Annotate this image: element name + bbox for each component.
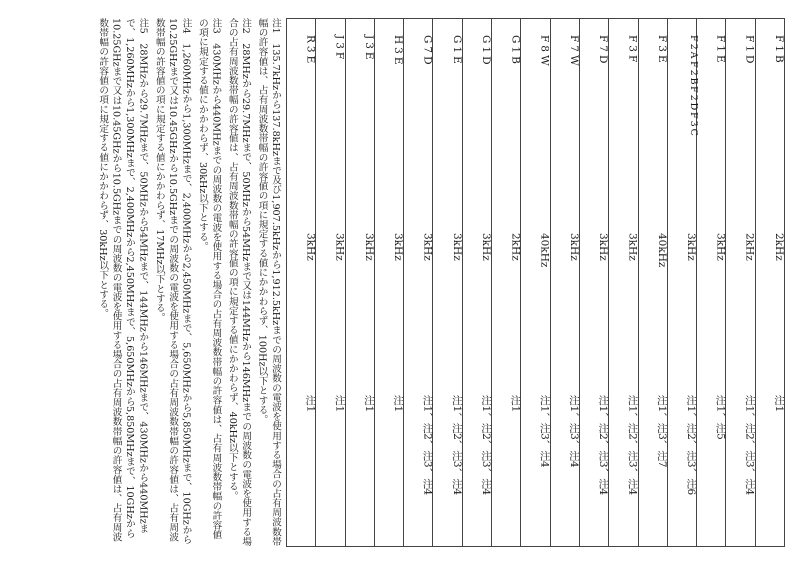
table-column <box>579 19 608 546</box>
bandwidth-value: 3kHz <box>714 233 727 261</box>
footnote: 注5 28MHzから29.7MHzまで、50MHzから54MHzまで、144MHzから146MHzまで、430MHzから440MHzまで、1,260MHzから1,300MHzまで、2,400MHzから2,450MHzまで、5,650MHzから5,850MHzまで、10GHzから10.25GHzまで又は10.45GHzから10.5GHzまでの周波数の電波を使用する場合の占有周波数帯幅の許容値は、占有周波数帯幅の許容値の項に規定する値にかかわらず、30kHz以下とする。 <box>97 18 149 542</box>
emission-table <box>286 18 785 547</box>
emission-code: G1E <box>450 35 463 67</box>
note-references: 注1、注5 <box>714 395 727 440</box>
emission-code-item: F2B <box>688 60 700 87</box>
bandwidth-value: 3kHz <box>567 233 580 261</box>
emission-code-item: F2A <box>688 35 700 61</box>
bandwidth-value: 3kHz <box>480 233 493 261</box>
note-references: 注1 <box>772 395 785 413</box>
emission-code: G1D <box>480 35 493 68</box>
bandwidth-value: 3kHz <box>626 233 639 261</box>
emission-code: R3E <box>304 35 317 67</box>
table-column <box>345 19 374 546</box>
table-column <box>403 19 432 546</box>
bandwidth-value: 40kHz <box>655 233 668 268</box>
table-column <box>374 19 403 546</box>
table-column <box>667 19 700 546</box>
bandwidth-value: 3kHz <box>304 233 317 261</box>
table-column <box>608 19 637 546</box>
emission-code-item: F3C <box>688 112 700 139</box>
footnote: 注4 1,260MHzから1,300MHzまで、2,400MHzから2,450MHzまで、5,650MHzから5,850MHzまで、10GHzから10.25GHzまで又は10.45GHzから10.5GHzまでの周波数の電波を使用する場合の占有周波数帯幅の許容値は、占有周波数帯幅の許容値の項に規定する値にかかわらず、17MHz以下とする。 <box>153 18 192 545</box>
note-references: 注1 <box>304 395 317 413</box>
bandwidth-value: 3kHz <box>421 233 434 261</box>
table-column <box>755 19 784 546</box>
emission-code: F3F <box>626 35 639 66</box>
bandwidth-value: 3kHz <box>685 233 698 261</box>
note-references: 注1、注3、注4 <box>538 395 551 468</box>
bandwidth-value: 3kHz <box>333 233 346 261</box>
table-column <box>286 19 315 546</box>
table-column <box>550 19 579 546</box>
emission-code: F1B <box>772 35 785 66</box>
note-references: 注1 <box>333 395 346 413</box>
bandwidth-value: 2kHz <box>772 233 785 261</box>
note-references: 注1、注2、注3、注4 <box>480 395 493 496</box>
table-column <box>315 19 344 546</box>
emission-code: F1E <box>714 35 727 66</box>
bandwidth-value: 3kHz <box>392 233 405 261</box>
table-column <box>491 19 520 546</box>
bandwidth-value: 3kHz <box>597 233 610 261</box>
note-references: 注1、注2、注3、注6 <box>685 395 698 496</box>
table-column <box>725 19 754 546</box>
bandwidth-value: 2kHz <box>509 233 522 261</box>
note-references: 注1、注2、注3、注4 <box>626 395 639 496</box>
footnote: 注2 28MHzから29.7MHzまで、50MHzから54MHzまで又は144MHzから146MHzまでの周波数の電波を使用する場合の占有周波数帯幅の許容値は、占有周波数帯幅の許容値の項に規定する値にかかわらず、40kHz以下とする。 <box>226 18 252 547</box>
note-references: 注1 <box>509 395 522 413</box>
note-references: 注1、注2、注3、注4 <box>450 395 463 496</box>
emission-code: F7D <box>597 35 610 67</box>
emission-code: F8W <box>538 35 551 69</box>
emission-code: J3E <box>362 35 375 63</box>
table-column <box>462 19 491 546</box>
note-references: 注1 <box>362 395 375 413</box>
emission-code <box>668 35 700 205</box>
note-references: 注1、注3、注7 <box>655 395 668 468</box>
footnote: 注3 430MHzから440MHzまでの周波数の電波を使用する場合の占有周波数帯幅の許容値は、占有周波数帯幅の許容値の項に規定する値にかかわらず、30kHz以下とする。 <box>196 18 222 540</box>
emission-code: F3E <box>655 35 668 66</box>
note-references: 注1、注2、注3、注4 <box>743 395 756 496</box>
note-references: 注1 <box>392 395 405 413</box>
note-references: 注1、注3、注4 <box>567 395 580 468</box>
table-column <box>696 19 725 546</box>
emission-code-item: F2D <box>688 86 700 113</box>
bandwidth-value: 40kHz <box>538 233 551 268</box>
emission-code: J3F <box>333 35 346 63</box>
emission-code: F1D <box>743 35 756 67</box>
emission-code: G7D <box>421 35 434 68</box>
bandwidth-value: 3kHz <box>362 233 375 261</box>
table-column <box>520 19 549 546</box>
emission-code: H3E <box>392 35 405 68</box>
table-column <box>638 19 667 546</box>
emission-code: G1B <box>509 35 522 67</box>
note-references: 注1、注2、注3、注4 <box>421 395 434 496</box>
footnote: 注1 135.7kHzから137.8kHzまで及び1,907.5kHzから1,912.5kHzまでの周波数の電波を使用する場合の占有周波数帯幅の許容値は、占有周波数帯幅の許容値の項に規定する値にかかわらず、100Hz以下とする。 <box>256 18 281 547</box>
emission-code: F7W <box>567 35 580 69</box>
bandwidth-value: 3kHz <box>450 233 463 261</box>
note-references: 注1、注2、注3、注4 <box>597 395 610 496</box>
bandwidth-value: 2kHz <box>743 233 756 261</box>
footnotes <box>6 18 282 548</box>
table-column <box>432 19 461 546</box>
